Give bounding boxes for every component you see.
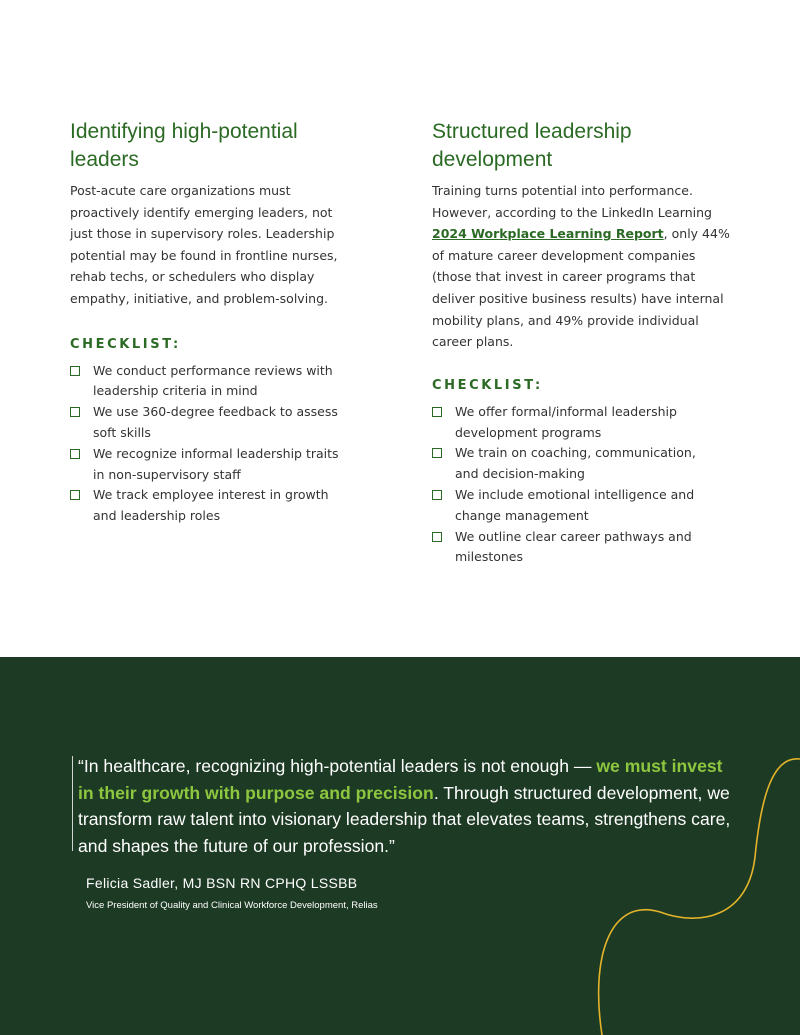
left-checklist-title: CHECKLIST: [70, 336, 181, 352]
checklist-item [70, 485, 343, 527]
left-body: Post-acute care organizations must proactively identify emerging leaders, not just those in supervisory roles. Leadership potential may be found in frontline nurses, rehab techs, or schedulers who display empathy, initiative, and problem-solving. [70, 183, 338, 306]
right-body-rest: , only 44% of mature career development companies (those that invest in career programs that deliver positive business results) have internal mobility plans, and 49% provide individual career plans. [432, 226, 730, 350]
checklist-item [70, 402, 343, 444]
pull-quote [78, 753, 738, 859]
right-column [432, 118, 732, 568]
quote-author: Felicia Sadler, MJ BSN RN CPHQ LSSBB [86, 875, 358, 891]
checklist-item [70, 361, 343, 403]
checklist-item-label: We conduct performance reviews with leadership criteria in mind [93, 362, 333, 399]
right-heading: Structured leadership development [432, 120, 632, 171]
quote-bar [72, 756, 73, 851]
checklist-item-label: We outline clear career pathways and milestones [455, 528, 692, 565]
checkbox-icon[interactable] [432, 532, 442, 542]
checklist-item [432, 402, 705, 444]
checklist-item [432, 527, 705, 569]
checkbox-icon[interactable] [432, 448, 442, 458]
workplace-learning-report-link[interactable]: 2024 Workplace Learning Report [432, 226, 664, 242]
checklist-item [70, 444, 343, 486]
left-checklist [70, 361, 345, 527]
quote-highlight: we must invest in their growth with purpose and precision [78, 756, 723, 803]
quote-text-end: . Through structured development, we transform raw talent into visionary leadership that elevates teams, strengthens care, and shapes the future of our profession.” [78, 782, 731, 856]
checklist-item [432, 485, 705, 527]
quote-section [0, 657, 800, 1035]
right-checklist [432, 402, 732, 568]
checkbox-icon[interactable] [70, 407, 80, 417]
checkbox-icon[interactable] [432, 407, 442, 417]
checklist-item-label: We track employee interest in growth and leadership roles [93, 487, 329, 524]
checklist-item-label: We include emotional intelligence and change management [455, 486, 695, 523]
checklist-item-label: We recognize informal leadership traits in non-supervisory staff [93, 445, 339, 482]
checkbox-icon[interactable] [432, 490, 442, 500]
checklist-item [432, 443, 705, 485]
checkbox-icon[interactable] [70, 490, 80, 500]
left-heading: Identifying high-potential leaders [70, 120, 298, 171]
quote-author-title: Vice President of Quality and Clinical Workforce Development, Relias [86, 900, 378, 911]
quote-text-start: “In healthcare, recognizing high-potential leaders is not enough — [78, 756, 597, 776]
right-body [432, 180, 732, 353]
checklist-item-label: We use 360-degree feedback to assess soft skills [93, 404, 338, 440]
checklist-item-label: We train on coaching, communication, and decision-making [455, 445, 696, 482]
right-checklist-title: CHECKLIST: [432, 377, 543, 393]
left-column [70, 118, 345, 527]
checkbox-icon[interactable] [70, 366, 80, 376]
checkbox-icon[interactable] [70, 449, 80, 459]
checklist-item-label: We offer formal/informal leadership development programs [455, 403, 677, 440]
right-body-intro: Training turns potential into performance. However, according to the LinkedIn Learning [432, 183, 712, 220]
